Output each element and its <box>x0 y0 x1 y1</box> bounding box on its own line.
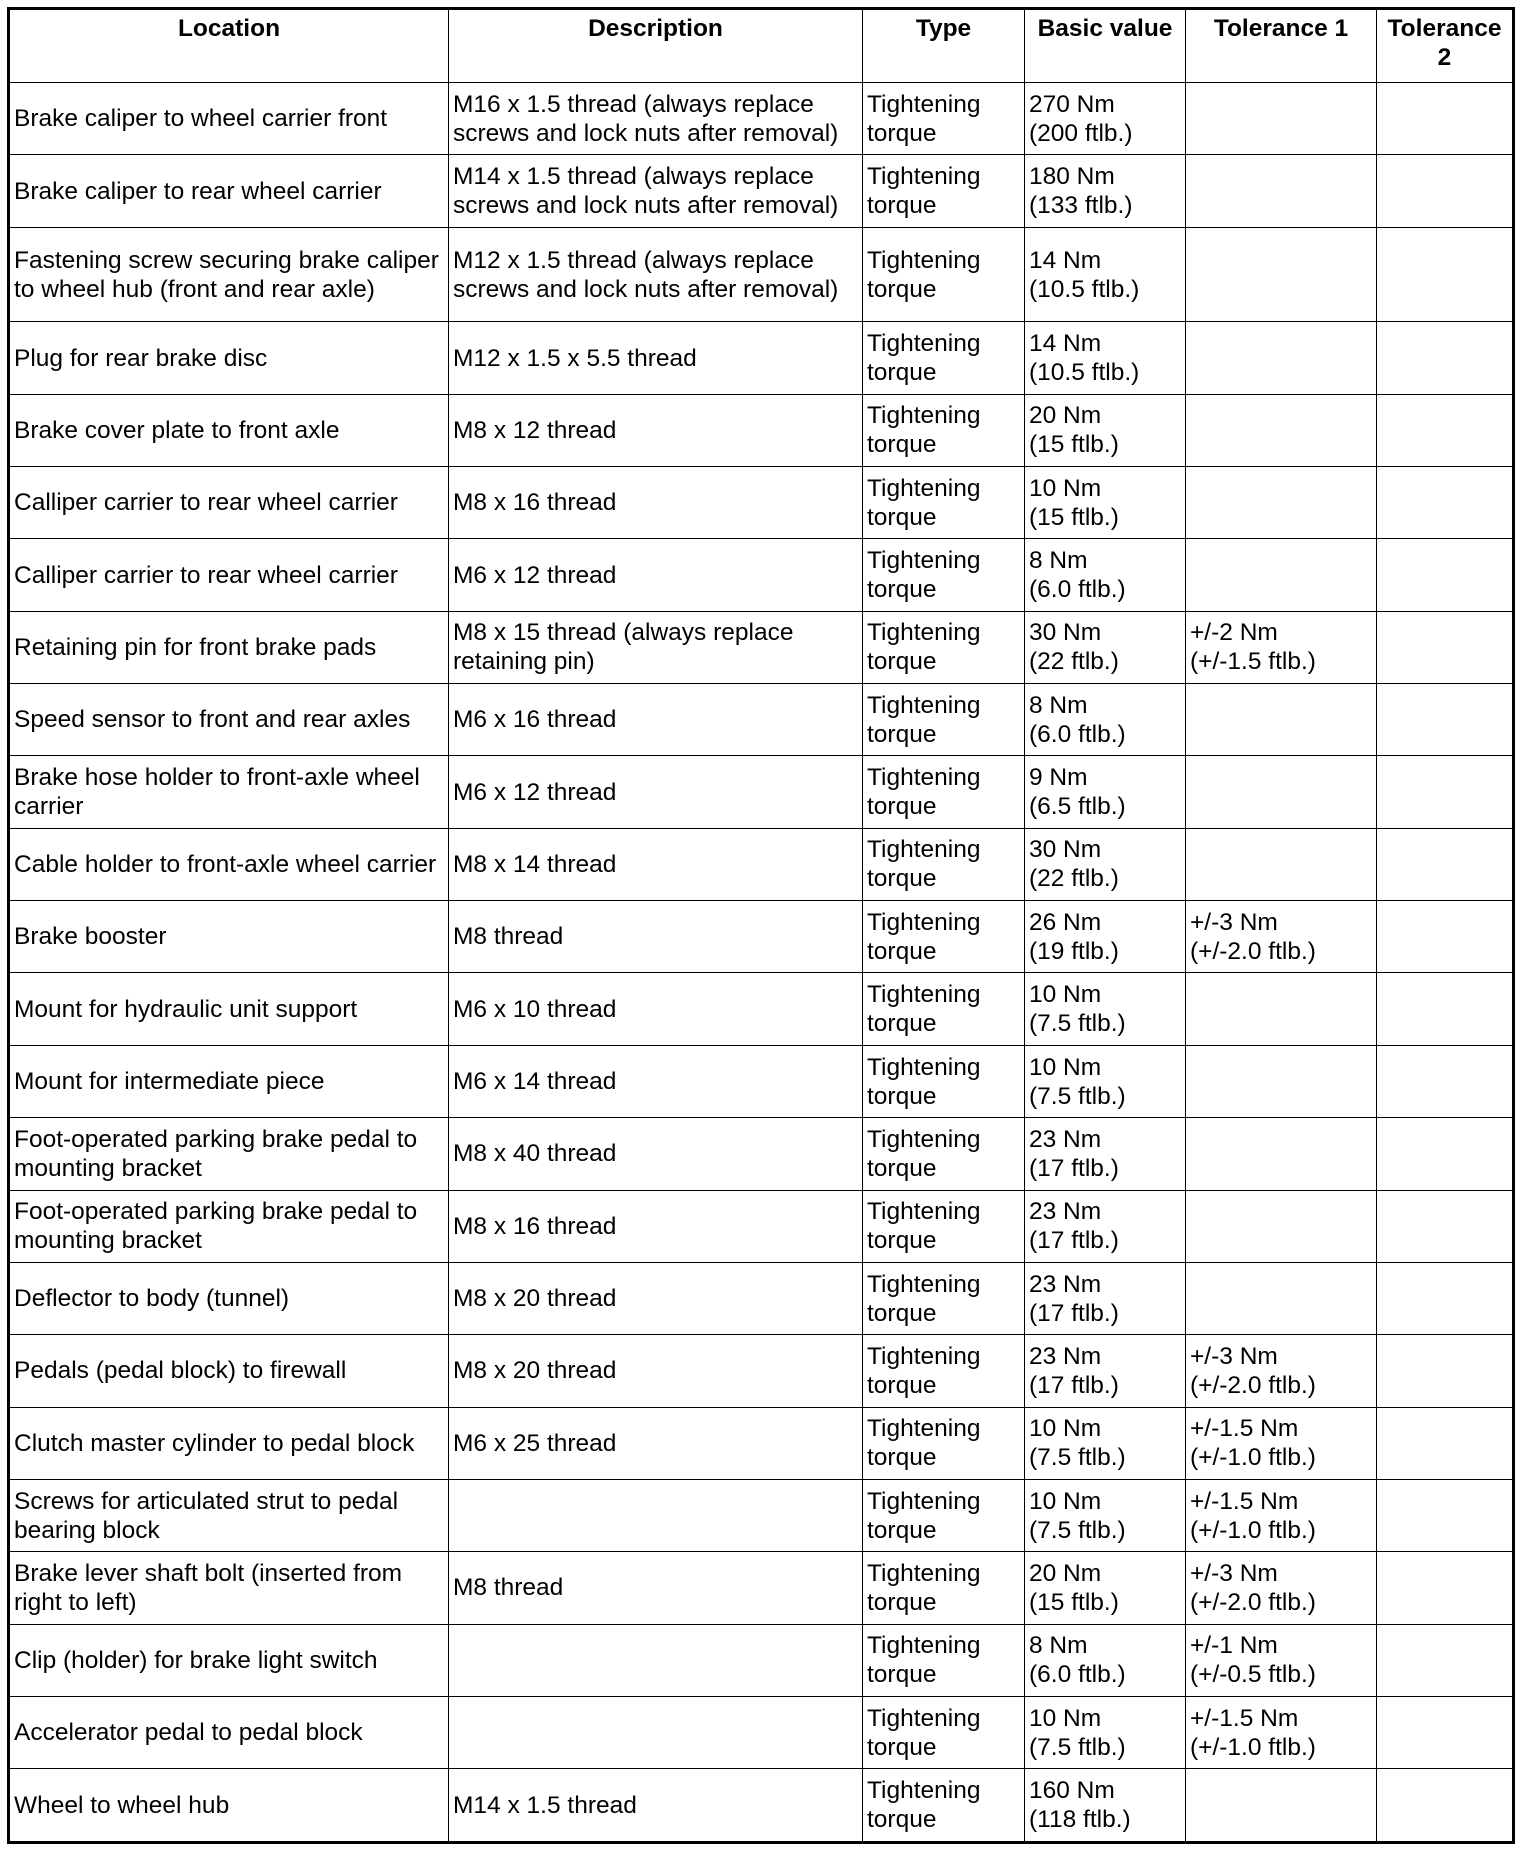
cell-tolerance-2 <box>1377 83 1514 155</box>
cell-location: Foot-operated parking brake pedal to mounting bracket <box>9 1118 449 1190</box>
cell-location: Foot-operated parking brake pedal to mounting bracket <box>9 1190 449 1262</box>
cell-location: Calliper carrier to rear wheel carrier <box>9 539 449 611</box>
cell-basic-value: 30 Nm (22 ftlb.) <box>1025 828 1186 900</box>
cell-type: Tightening torque <box>863 1624 1025 1696</box>
cell-type: Tightening torque <box>863 1045 1025 1117</box>
cell-tolerance-1 <box>1186 756 1377 828</box>
cell-tolerance-1 <box>1186 1045 1377 1117</box>
cell-tolerance-1: +/-1.5 Nm (+/-1.0 ftlb.) <box>1186 1407 1377 1479</box>
cell-tolerance-2 <box>1377 1479 1514 1551</box>
cell-tolerance-1 <box>1186 322 1377 394</box>
table-row <box>9 322 1514 394</box>
cell-basic-value: 9 Nm (6.5 ftlb.) <box>1025 756 1186 828</box>
cell-basic-value: 8 Nm (6.0 ftlb.) <box>1025 539 1186 611</box>
cell-basic-value: 10 Nm (15 ftlb.) <box>1025 467 1186 539</box>
cell-type: Tightening torque <box>863 1118 1025 1190</box>
table-row <box>9 1118 1514 1190</box>
cell-description: M12 x 1.5 x 5.5 thread <box>449 322 863 394</box>
header-basic-value: Basic value <box>1025 9 1186 83</box>
cell-tolerance-1 <box>1186 467 1377 539</box>
cell-tolerance-1 <box>1186 828 1377 900</box>
cell-basic-value: 23 Nm (17 ftlb.) <box>1025 1190 1186 1262</box>
cell-location: Deflector to body (tunnel) <box>9 1262 449 1334</box>
cell-basic-value: 180 Nm (133 ftlb.) <box>1025 155 1186 227</box>
cell-description: M8 x 14 thread <box>449 828 863 900</box>
table-row <box>9 684 1514 756</box>
cell-tolerance-2 <box>1377 1624 1514 1696</box>
cell-location: Cable holder to front-axle wheel carrier <box>9 828 449 900</box>
cell-tolerance-2 <box>1377 539 1514 611</box>
cell-type: Tightening torque <box>863 1407 1025 1479</box>
cell-tolerance-2 <box>1377 155 1514 227</box>
table-row <box>9 1769 1514 1843</box>
cell-basic-value: 10 Nm (7.5 ftlb.) <box>1025 1696 1186 1768</box>
cell-location: Brake hose holder to front-axle wheel carrier <box>9 756 449 828</box>
table-row <box>9 394 1514 466</box>
cell-type: Tightening torque <box>863 1479 1025 1551</box>
cell-description: M16 x 1.5 thread (always replace screws and lock nuts after removal) <box>449 83 863 155</box>
cell-description: M6 x 25 thread <box>449 1407 863 1479</box>
cell-basic-value: 14 Nm (10.5 ftlb.) <box>1025 322 1186 394</box>
cell-tolerance-1: +/-3 Nm (+/-2.0 ftlb.) <box>1186 1552 1377 1624</box>
table-row <box>9 1479 1514 1551</box>
header-row <box>9 9 1514 83</box>
table-row <box>9 756 1514 828</box>
cell-tolerance-1 <box>1186 1118 1377 1190</box>
cell-type: Tightening torque <box>863 1262 1025 1334</box>
cell-description: M8 thread <box>449 1552 863 1624</box>
cell-type: Tightening torque <box>863 756 1025 828</box>
cell-type: Tightening torque <box>863 227 1025 322</box>
cell-location: Speed sensor to front and rear axles <box>9 684 449 756</box>
cell-basic-value: 270 Nm (200 ftlb.) <box>1025 83 1186 155</box>
cell-type: Tightening torque <box>863 155 1025 227</box>
cell-description: M12 x 1.5 thread (always replace screws and lock nuts after removal) <box>449 227 863 322</box>
cell-description: M6 x 14 thread <box>449 1045 863 1117</box>
cell-description: M14 x 1.5 thread (always replace screws and lock nuts after removal) <box>449 155 863 227</box>
cell-basic-value: 10 Nm (7.5 ftlb.) <box>1025 1045 1186 1117</box>
cell-location: Brake caliper to wheel carrier front <box>9 83 449 155</box>
cell-tolerance-2 <box>1377 1190 1514 1262</box>
cell-type: Tightening torque <box>863 1335 1025 1407</box>
cell-basic-value: 23 Nm (17 ftlb.) <box>1025 1335 1186 1407</box>
cell-location: Mount for intermediate piece <box>9 1045 449 1117</box>
cell-description <box>449 1696 863 1768</box>
cell-tolerance-1: +/-2 Nm (+/-1.5 ftlb.) <box>1186 611 1377 683</box>
cell-description: M6 x 16 thread <box>449 684 863 756</box>
cell-basic-value: 10 Nm (7.5 ftlb.) <box>1025 973 1186 1045</box>
cell-basic-value: 8 Nm (6.0 ftlb.) <box>1025 684 1186 756</box>
cell-location: Brake booster <box>9 901 449 973</box>
cell-basic-value: 14 Nm (10.5 ftlb.) <box>1025 227 1186 322</box>
cell-description: M6 x 12 thread <box>449 539 863 611</box>
cell-description: M8 x 15 thread (always replace retaining pin) <box>449 611 863 683</box>
cell-description: M8 x 20 thread <box>449 1335 863 1407</box>
cell-location: Fastening screw securing brake caliper to wheel hub (front and rear axle) <box>9 227 449 322</box>
cell-tolerance-1 <box>1186 539 1377 611</box>
table-row <box>9 227 1514 322</box>
table-row <box>9 901 1514 973</box>
header-tolerance-1: Tolerance 1 <box>1186 9 1377 83</box>
cell-type: Tightening torque <box>863 1190 1025 1262</box>
cell-basic-value: 8 Nm (6.0 ftlb.) <box>1025 1624 1186 1696</box>
cell-tolerance-1 <box>1186 227 1377 322</box>
table-row <box>9 467 1514 539</box>
cell-tolerance-1 <box>1186 973 1377 1045</box>
cell-tolerance-2 <box>1377 973 1514 1045</box>
cell-location: Mount for hydraulic unit support <box>9 973 449 1045</box>
cell-tolerance-1: +/-3 Nm (+/-2.0 ftlb.) <box>1186 901 1377 973</box>
cell-description: M6 x 10 thread <box>449 973 863 1045</box>
table-row <box>9 611 1514 683</box>
cell-description: M8 thread <box>449 901 863 973</box>
cell-tolerance-1 <box>1186 684 1377 756</box>
cell-basic-value: 20 Nm (15 ftlb.) <box>1025 1552 1186 1624</box>
cell-tolerance-2 <box>1377 394 1514 466</box>
cell-type: Tightening torque <box>863 394 1025 466</box>
cell-location: Brake caliper to rear wheel carrier <box>9 155 449 227</box>
cell-location: Brake lever shaft bolt (inserted from right to left) <box>9 1552 449 1624</box>
cell-description: M8 x 16 thread <box>449 467 863 539</box>
cell-description <box>449 1479 863 1551</box>
cell-basic-value: 30 Nm (22 ftlb.) <box>1025 611 1186 683</box>
cell-location: Clutch master cylinder to pedal block <box>9 1407 449 1479</box>
cell-location: Plug for rear brake disc <box>9 322 449 394</box>
cell-type: Tightening torque <box>863 1696 1025 1768</box>
cell-tolerance-2 <box>1377 611 1514 683</box>
cell-tolerance-1 <box>1186 1769 1377 1843</box>
cell-tolerance-2 <box>1377 227 1514 322</box>
cell-tolerance-2 <box>1377 1045 1514 1117</box>
cell-tolerance-1: +/-1.5 Nm (+/-1.0 ftlb.) <box>1186 1696 1377 1768</box>
cell-location: Calliper carrier to rear wheel carrier <box>9 467 449 539</box>
cell-type: Tightening torque <box>863 828 1025 900</box>
table-row <box>9 973 1514 1045</box>
cell-tolerance-2 <box>1377 1407 1514 1479</box>
cell-tolerance-2 <box>1377 1552 1514 1624</box>
table-row <box>9 1552 1514 1624</box>
cell-tolerance-1 <box>1186 155 1377 227</box>
cell-tolerance-1: +/-1 Nm (+/-0.5 ftlb.) <box>1186 1624 1377 1696</box>
cell-basic-value: 26 Nm (19 ftlb.) <box>1025 901 1186 973</box>
cell-tolerance-2 <box>1377 1335 1514 1407</box>
cell-type: Tightening torque <box>863 539 1025 611</box>
cell-tolerance-1 <box>1186 1190 1377 1262</box>
cell-location: Accelerator pedal to pedal block <box>9 1696 449 1768</box>
cell-tolerance-2 <box>1377 1696 1514 1768</box>
cell-type: Tightening torque <box>863 973 1025 1045</box>
cell-description: M8 x 16 thread <box>449 1190 863 1262</box>
cell-location: Clip (holder) for brake light switch <box>9 1624 449 1696</box>
cell-location: Screws for articulated strut to pedal bearing block <box>9 1479 449 1551</box>
header-description: Description <box>449 9 863 83</box>
cell-tolerance-2 <box>1377 901 1514 973</box>
cell-basic-value: 23 Nm (17 ftlb.) <box>1025 1262 1186 1334</box>
cell-description: M6 x 12 thread <box>449 756 863 828</box>
cell-description: M8 x 20 thread <box>449 1262 863 1334</box>
table-row <box>9 1407 1514 1479</box>
cell-description <box>449 1624 863 1696</box>
cell-type: Tightening torque <box>863 611 1025 683</box>
cell-basic-value: 10 Nm (7.5 ftlb.) <box>1025 1479 1186 1551</box>
cell-location: Retaining pin for front brake pads <box>9 611 449 683</box>
cell-tolerance-2 <box>1377 756 1514 828</box>
cell-type: Tightening torque <box>863 1769 1025 1843</box>
table-row <box>9 83 1514 155</box>
cell-tolerance-1 <box>1186 1262 1377 1334</box>
header-location: Location <box>9 9 449 83</box>
cell-basic-value: 23 Nm (17 ftlb.) <box>1025 1118 1186 1190</box>
cell-location: Wheel to wheel hub <box>9 1769 449 1843</box>
cell-location: Pedals (pedal block) to firewall <box>9 1335 449 1407</box>
table-row <box>9 828 1514 900</box>
table-row <box>9 1335 1514 1407</box>
table-row <box>9 1696 1514 1768</box>
cell-description: M8 x 12 thread <box>449 394 863 466</box>
cell-description: M14 x 1.5 thread <box>449 1769 863 1843</box>
cell-tolerance-1: +/-3 Nm (+/-2.0 ftlb.) <box>1186 1335 1377 1407</box>
cell-tolerance-2 <box>1377 322 1514 394</box>
cell-tolerance-2 <box>1377 1118 1514 1190</box>
table-row <box>9 1190 1514 1262</box>
cell-tolerance-2 <box>1377 467 1514 539</box>
cell-tolerance-2 <box>1377 1262 1514 1334</box>
cell-type: Tightening torque <box>863 83 1025 155</box>
cell-basic-value: 20 Nm (15 ftlb.) <box>1025 394 1186 466</box>
cell-type: Tightening torque <box>863 901 1025 973</box>
cell-type: Tightening torque <box>863 322 1025 394</box>
table-row <box>9 539 1514 611</box>
table-row <box>9 1045 1514 1117</box>
header-type: Type <box>863 9 1025 83</box>
table-row <box>9 1262 1514 1334</box>
cell-description: M8 x 40 thread <box>449 1118 863 1190</box>
cell-type: Tightening torque <box>863 684 1025 756</box>
cell-tolerance-1 <box>1186 394 1377 466</box>
cell-type: Tightening torque <box>863 467 1025 539</box>
header-tolerance-2: Tolerance 2 <box>1377 9 1514 83</box>
cell-tolerance-2 <box>1377 828 1514 900</box>
table-row <box>9 1624 1514 1696</box>
cell-tolerance-2 <box>1377 1769 1514 1843</box>
cell-tolerance-1 <box>1186 83 1377 155</box>
cell-basic-value: 160 Nm (118 ftlb.) <box>1025 1769 1186 1843</box>
cell-tolerance-2 <box>1377 684 1514 756</box>
cell-basic-value: 10 Nm (7.5 ftlb.) <box>1025 1407 1186 1479</box>
cell-tolerance-1: +/-1.5 Nm (+/-1.0 ftlb.) <box>1186 1479 1377 1551</box>
cell-location: Brake cover plate to front axle <box>9 394 449 466</box>
torque-spec-table <box>7 7 1515 1844</box>
cell-type: Tightening torque <box>863 1552 1025 1624</box>
table-row <box>9 155 1514 227</box>
